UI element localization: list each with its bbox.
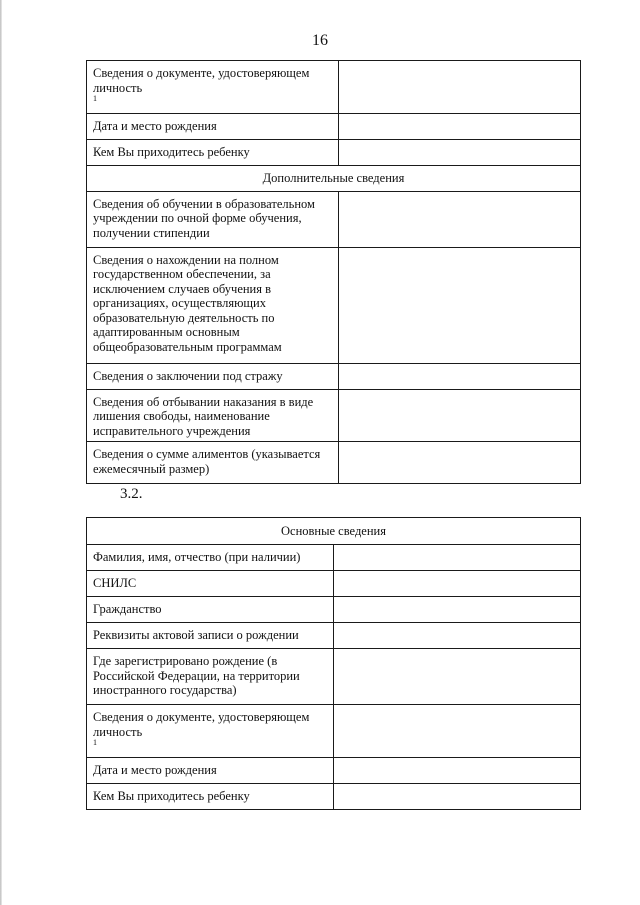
value-cell[interactable] bbox=[334, 757, 581, 783]
table-row bbox=[87, 442, 581, 484]
value-cell[interactable] bbox=[334, 623, 581, 649]
value-cell[interactable] bbox=[339, 442, 581, 484]
table-row bbox=[87, 113, 581, 139]
row-label: Кем Вы приходитесь ребенку bbox=[87, 783, 334, 809]
table-row bbox=[87, 247, 581, 363]
table-row bbox=[87, 705, 581, 758]
table-row bbox=[87, 165, 581, 191]
value-cell[interactable] bbox=[339, 363, 581, 389]
scan-edge bbox=[0, 0, 2, 905]
value-cell[interactable] bbox=[339, 61, 581, 114]
value-cell[interactable] bbox=[334, 597, 581, 623]
section-header: Основные сведения bbox=[87, 518, 581, 545]
footnote-marker: 1 bbox=[93, 94, 97, 103]
row-label: СНИЛС bbox=[87, 571, 334, 597]
value-cell[interactable] bbox=[339, 247, 581, 363]
table-row bbox=[87, 623, 581, 649]
table-row bbox=[87, 545, 581, 571]
value-cell[interactable] bbox=[339, 191, 581, 247]
label-text: Сведения о документе, удостоверяющем личность bbox=[93, 710, 310, 739]
value-cell[interactable] bbox=[334, 571, 581, 597]
row-label: Сведения о нахождении на полном государственном обеспечении, за исключением случаев обучения в организациях, осуществляющих образовательную деятельность по адаптированным основным общеобразовательным программам bbox=[87, 247, 339, 363]
footnote-marker: 1 bbox=[93, 738, 97, 747]
row-label: Кем Вы приходитесь ребенку bbox=[87, 139, 339, 165]
form-table-2 bbox=[86, 517, 581, 810]
value-cell[interactable] bbox=[334, 545, 581, 571]
table-row bbox=[87, 783, 581, 809]
row-label bbox=[87, 705, 334, 758]
value-cell[interactable] bbox=[339, 389, 581, 442]
form-table-1 bbox=[86, 60, 581, 484]
row-label: Дата и место рождения bbox=[87, 757, 334, 783]
value-cell[interactable] bbox=[334, 783, 581, 809]
row-label: Сведения о заключении под стражу bbox=[87, 363, 339, 389]
table-row bbox=[87, 363, 581, 389]
row-label: Сведения об обучении в образовательном учреждении по очной форме обучения, получении стипендии bbox=[87, 191, 339, 247]
table-row bbox=[87, 597, 581, 623]
table-row bbox=[87, 518, 581, 545]
table-row bbox=[87, 649, 581, 705]
table-row bbox=[87, 139, 581, 165]
row-label: Гражданство bbox=[87, 597, 334, 623]
value-cell[interactable] bbox=[334, 705, 581, 758]
section-header: Дополнительные сведения bbox=[87, 165, 581, 191]
row-label: Где зарегистрировано рождение (в Российской Федерации, на территории иностранного государства) bbox=[87, 649, 334, 705]
label-text: Сведения о документе, удостоверяющем личность bbox=[93, 66, 310, 95]
page-number: 16 bbox=[312, 32, 328, 49]
table-row bbox=[87, 61, 581, 114]
table-row bbox=[87, 389, 581, 442]
value-cell[interactable] bbox=[339, 113, 581, 139]
row-label bbox=[87, 61, 339, 114]
row-label: Сведения о сумме алиментов (указывается ежемесячный размер) bbox=[87, 442, 339, 484]
row-label: Сведения об отбывании наказания в виде лишения свободы, наименование исправительного учреждения bbox=[87, 389, 339, 442]
value-cell[interactable] bbox=[339, 139, 581, 165]
table-row bbox=[87, 757, 581, 783]
row-label: Реквизиты актовой записи о рождении bbox=[87, 623, 334, 649]
table-row bbox=[87, 191, 581, 247]
row-label: Фамилия, имя, отчество (при наличии) bbox=[87, 545, 334, 571]
value-cell[interactable] bbox=[334, 649, 581, 705]
table-row bbox=[87, 571, 581, 597]
row-label: Дата и место рождения bbox=[87, 113, 339, 139]
section-number: 3.2. bbox=[120, 486, 143, 502]
